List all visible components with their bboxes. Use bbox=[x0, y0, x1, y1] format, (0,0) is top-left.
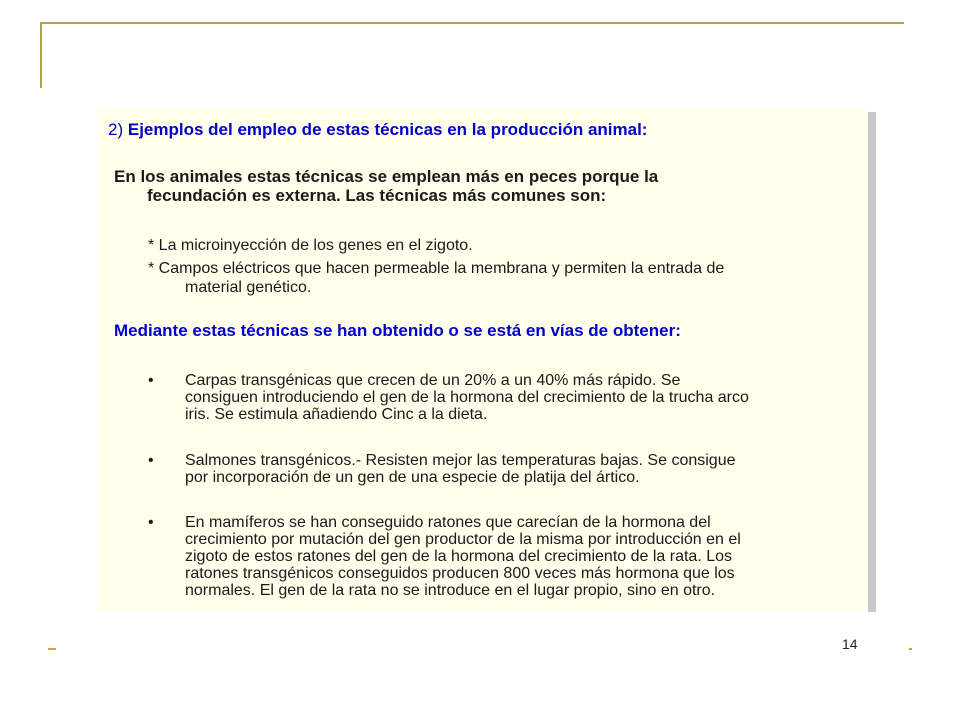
page-number: 14 bbox=[842, 636, 858, 652]
intro-paragraph bbox=[114, 167, 804, 205]
technique-2-line-1: * Campos eléctricos que hacen permeable la membrana y permiten la entrada de bbox=[148, 260, 725, 277]
intro-line-1: En los animales estas técnicas se emplean más en peces porque la bbox=[114, 167, 659, 186]
technique-item-1 bbox=[148, 236, 848, 255]
bullet-marker: • bbox=[148, 514, 154, 531]
section-heading bbox=[108, 120, 647, 140]
bullet-line: ratones transgénicos conseguidos producen 800 veces más hormona que los bbox=[185, 565, 735, 582]
bullet-marker: • bbox=[148, 452, 154, 469]
section-heading-text: Ejemplos del empleo de estas técnicas en la producción animal: bbox=[127, 120, 648, 139]
bullet-line: por incorporación de un gen de una especie de platija del ártico. bbox=[185, 469, 640, 486]
slide-frame-left-line bbox=[40, 22, 42, 88]
bullet-line: Salmones transgénicos.- Resisten mejor las temperaturas bajas. Se consigue bbox=[185, 452, 736, 469]
bullet-line: iris. Se estimula añadiendo Cinc a la dieta. bbox=[185, 406, 488, 423]
slide-frame-top-line bbox=[40, 22, 904, 24]
bullet-marker: • bbox=[148, 372, 154, 389]
bullet-line: crecimiento por mutación del gen productor de la misma por introducción en el bbox=[185, 531, 741, 548]
bullet-item-mamiferos bbox=[148, 514, 858, 599]
bullet-line: En mamíferos se han conseguido ratones que carecían de la hormona del bbox=[185, 514, 711, 531]
content-box bbox=[98, 108, 868, 612]
bullet-line: normales. El gen de la rata no se introduce en el lugar propio, sino en otro. bbox=[185, 582, 716, 599]
bullet-item-salmones bbox=[148, 452, 858, 486]
content-box-shadow bbox=[868, 112, 876, 612]
footer-accent-right bbox=[909, 648, 912, 650]
cropped-text-remnant bbox=[112, 105, 792, 111]
technique-1-text: * La microinyección de los genes en el zigoto. bbox=[148, 237, 473, 254]
bullet-item-carpas bbox=[148, 372, 858, 423]
bullet-line: zigoto de estos ratones del gen de la hormona del crecimiento de la rata. Los bbox=[185, 548, 732, 565]
results-subheading: Mediante estas técnicas se han obtenido o se está en vías de obtener: bbox=[114, 321, 681, 340]
technique-2-line-2: material genético. bbox=[185, 279, 312, 296]
section-heading-number: 2) bbox=[108, 120, 124, 139]
footer-accent-left bbox=[48, 648, 56, 650]
intro-line-2: fecundación es externa. Las técnicas más comunes son: bbox=[147, 186, 607, 205]
bullet-line: Carpas transgénicas que crecen de un 20% a un 40% más rápido. Se bbox=[185, 372, 681, 389]
bullet-line: consiguen introduciendo el gen de la hormona del crecimiento de la trucha arco bbox=[185, 389, 749, 406]
technique-item-2 bbox=[148, 259, 848, 297]
